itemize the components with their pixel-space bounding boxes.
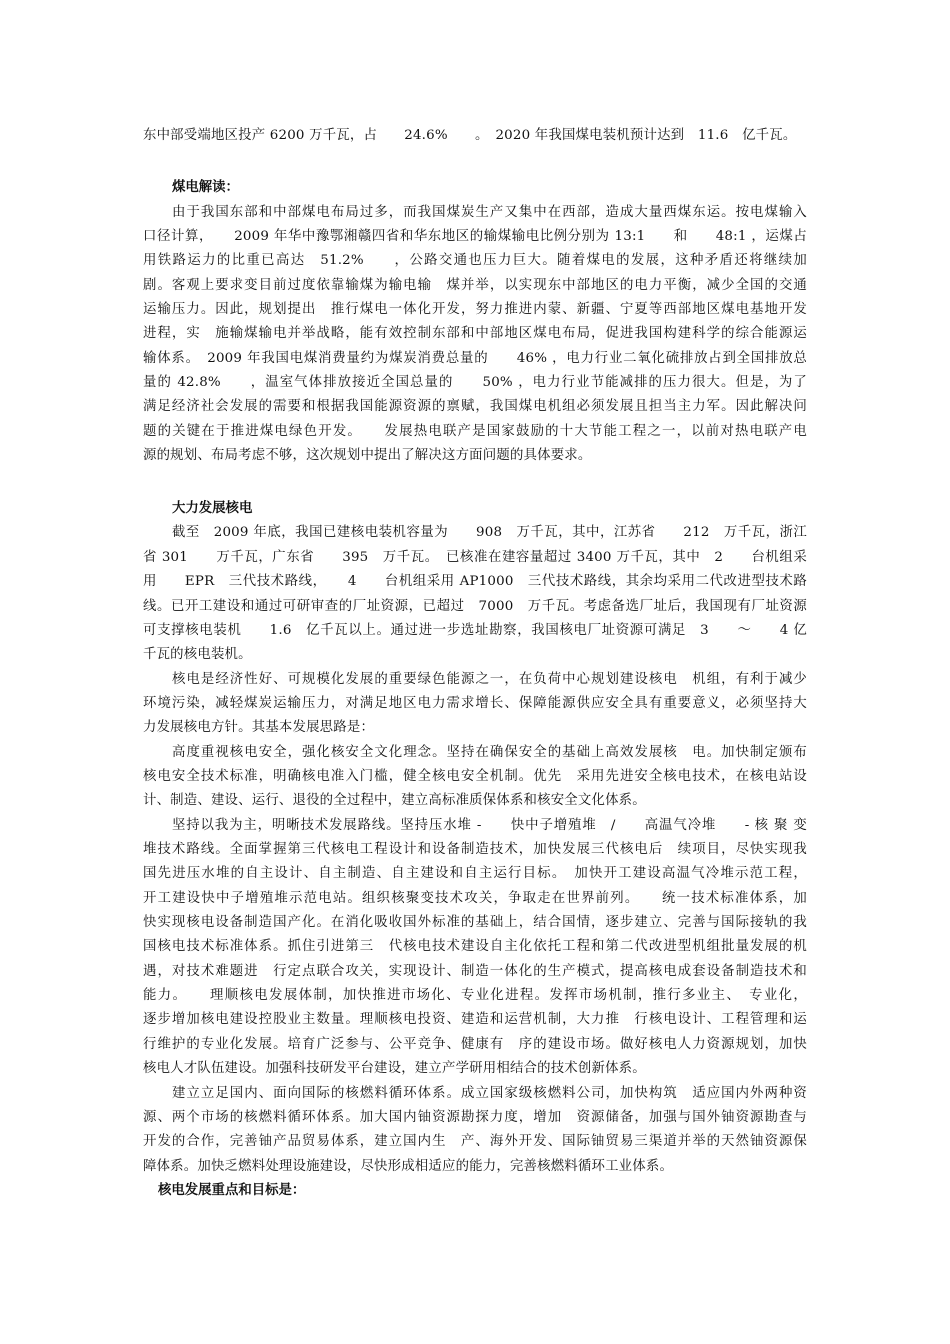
text-line: 核电人才队伍建设。加强科技研发平台建设，建立产学研用相结合的技术创新体系。 (143, 1061, 646, 1076)
text-line: 进程，实 施输煤输电并举战略，能有效控制东部和中部地区煤电布局，促进我国构建科学的综合能源运 (143, 326, 807, 341)
text-line: 剧。客观上要求变目前过度依靠输煤为输电输 煤并举，以实现东中部地区的电力平衡，减少全国的交通 (143, 278, 807, 293)
text-line: 障体系。加快乏燃料处理设施建设，尽快形成相适应的能力，完善核燃料循环工业体系。 (143, 1159, 674, 1174)
text-line: 千瓦的核电装机。 (143, 647, 252, 662)
text-line: 口径计算， 2009 年华中豫鄂湘赣四省和华东地区的输煤输电比例分别为 13:1 和 48:1 ，运煤占 (143, 229, 807, 244)
text-line: 国先进压水堆的自主设计、自主制造、自主建设和自主运行目标。 加快开工建设高温气冷堆示范工程， (143, 866, 807, 881)
text-line: 由于我国东部和中部煤电布局过多，而我国煤炭生产又集中在西部，造成大量西煤东运。按电煤输入 (172, 205, 807, 220)
text-line: 能力。 理顺核电发展体制，加快推进市场化、专业化进程。发挥市场机制，推行多业主、 专业化， (143, 988, 807, 1003)
text-line: 源的规划、布局考虑不够，这次规划中提出了解决这方面问题的具体要求。 (143, 448, 592, 463)
text-line: 遇，对技术难题进 行定点联合攻关，实现设计、制造一体化的生产模式，提高核电成套设备制造技术和 (143, 964, 807, 979)
text-line: 输体系。 2009 年我国电煤消费量约为煤炭消费总量的 46% ，电力行业二氧化硫排放占到全国排放总 (143, 351, 807, 366)
text-line: 行维护的专业化发展。培育广泛参与、公平竞争、健康有 序的建设市场。做好核电人力资源规划，加快 (143, 1037, 807, 1052)
text-line: 环境污染，减轻煤炭运输压力，对满足地区电力需求增长、保障能源供应安全具有重要意义，必须坚持大 (143, 696, 807, 711)
text-line: 量的 42.8% ，温室气体排放接近全国总量的 50% ，电力行业节能减排的压力很大。但是，为了 (143, 375, 807, 390)
text-line: 快实现核电设备制造国产化。在消化吸收国外标准的基础上，结合国情，逐步建立、完善与国际接轨的我 (143, 915, 807, 930)
text-line: 坚持以我为主，明晰技术发展路线。坚持压水堆 - 快中子增殖堆 / 高温气冷堆 - 核 聚 变 (172, 818, 807, 833)
text-line: 堆技术路线。全面掌握第三代核电工程设计和设备制造技术，加快发展三代核电后 续项目，尽快实现我 (143, 842, 807, 857)
text-line: 开工建设快中子增殖堆示范电站。组织核聚变技术攻关，争取走在世界前列。 统一技术标准体系，加 (143, 891, 807, 906)
text-line: 计、制造、建设、运行、退役的全过程中，建立高标准质保体系和核安全文化体系。 (143, 793, 646, 808)
text-line: 运输压力。因此，规划提出 推行煤电一体化开发，努力推进内蒙、新疆、宁夏等西部地区煤电基地开发 (143, 302, 807, 317)
text-line: 逐步增加核电建设控股业主数量。理顺核电投资、建造和运营机制，大力推 行核电设计、工程管理和运 (143, 1012, 807, 1027)
text-line: 线。已开工建设和通过可研审查的厂址资源，已超过 7000 万千瓦。考虑备选厂址后，我国现有厂址资源 (143, 599, 807, 614)
text-line: 国核电技术标准体系。抓住引进第三 代核电技术建设自主化依托工程和第二代改进型机组批量发展的机 (143, 939, 807, 954)
text-line: 核电是经济性好、可规模化发展的重要绿色能源之一，在负荷中心规划建设核电 机组，有利于减少 (172, 672, 807, 687)
text-line: 用铁路运力的比重已高达 51.2% ，公路交通也压力巨大。随着煤电的发展，这种矛盾还将继续加 (143, 253, 807, 268)
text-line: 题的关键在于推进煤电绿色开发。 发展热电联产是国家鼓励的十大节能工程之一，以前对热电联产电 (143, 424, 807, 439)
text-line: 核电安全技术标准，明确核电准入门槛，健全核电安全机制。优先 采用先进安全核电技术，在核电站设 (143, 769, 807, 784)
text-line: 开发的合作，完善铀产品贸易体系，建立国内生 产、海外开发、国际铀贸易三渠道并举的天然铀资源保 (143, 1134, 807, 1149)
text-line: 可支撑核电装机 1.6 亿千瓦以上。通过进一步选址勘察，我国核电厂址资源可满足 3 ～ 4 亿 (143, 623, 807, 638)
text-line: 满足经济社会发展的需要和根据我国能源资源的禀赋，我国煤电机组必须发展且担当主力军。因此解决问 (143, 399, 807, 414)
heading-develop-nuclear: 大力发展核电 (172, 501, 253, 516)
text-line: 用 EPR 三代技术路线， 4 台机组采用 AP1000 三代技术路线，其余均采用二代改进型技术路 (143, 574, 807, 589)
text-line: 源、两个市场的核燃料循环体系。加大国内铀资源勘探力度，增加 资源储备，加强与国外铀资源勘查与 (143, 1110, 807, 1125)
heading-nuclear-goals: 核电发展重点和目标是： (158, 1183, 306, 1198)
text-line: 省 301 万千瓦，广东省 395 万千瓦。 已核准在建容量超过 3400 万千瓦，其中 2 台机组采 (143, 550, 807, 565)
text-line: 力发展核电方针。其基本发展思路是： (143, 720, 375, 735)
text-line: 高度重视核电安全，强化核安全文化理念。坚持在确保安全的基础上高效发展核 电。加快制定颁布 (172, 745, 807, 760)
heading-coal-analysis: 煤电解读： (172, 180, 239, 195)
text-line: 东中部受端地区投产 6200 万千瓦，占 24.6% 。 2020 年我国煤电装机预计达到 11.6 亿千瓦。 (143, 128, 797, 143)
text-line: 截至 2009 年底，我国已建核电装机容量为 908 万千瓦，其中，江苏省 212 万千瓦，浙江 (172, 525, 807, 540)
text-line: 建立立足国内、面向国际的核燃料循环体系。成立国家级核燃料公司，加快构筑 适应国内外两种资 (172, 1086, 807, 1101)
